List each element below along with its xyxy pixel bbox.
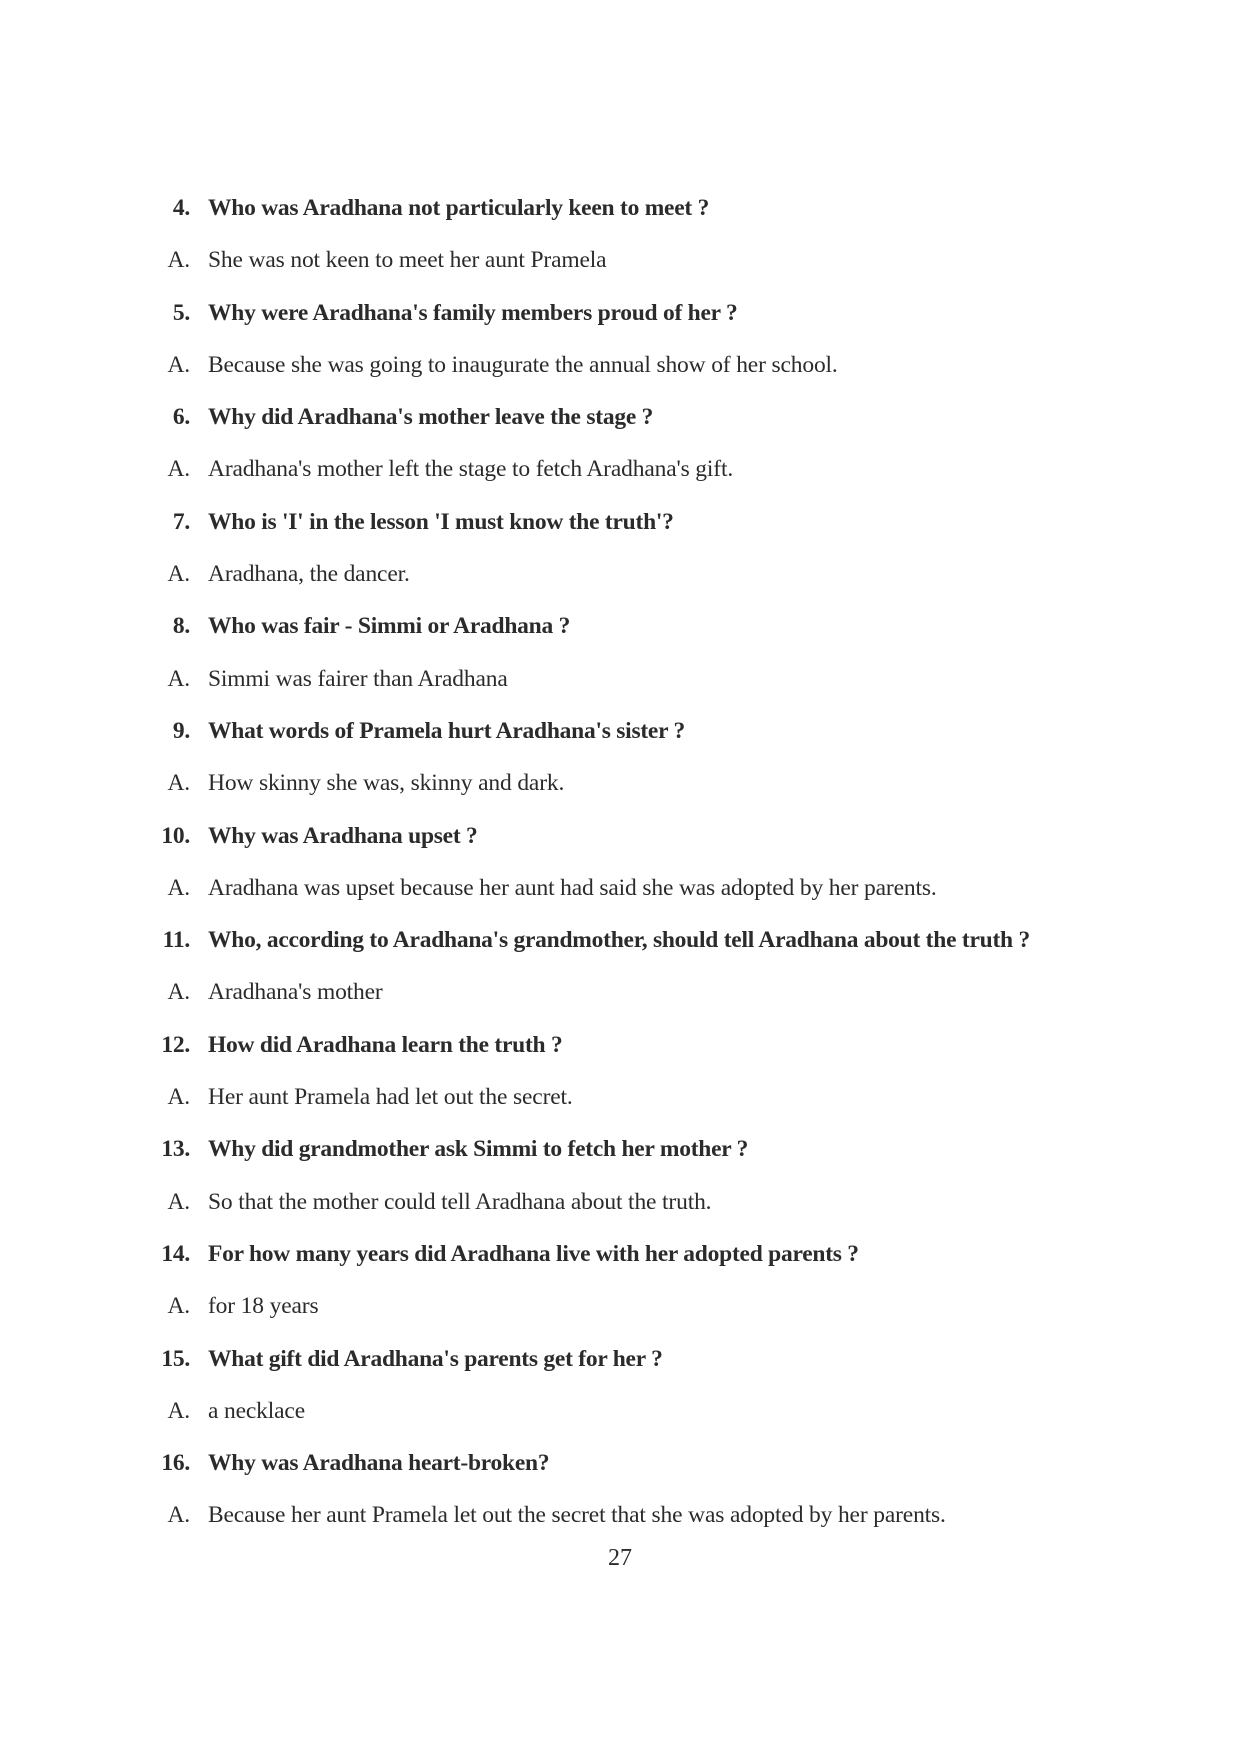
answer-text: Because her aunt Pramela let out the secret that she was adopted by her parents. (208, 1502, 946, 1529)
answer-row (150, 862, 1150, 914)
answer-row (150, 1280, 1150, 1332)
question-number: 6. (172, 404, 190, 431)
question-text: Why was Aradhana upset ? (208, 822, 478, 849)
question-row (150, 1019, 1150, 1071)
question-text: Why were Aradhana's family members proud of her ? (208, 299, 738, 326)
question-row (150, 287, 1150, 339)
question-row (150, 391, 1150, 443)
answer-row (150, 757, 1150, 809)
answer-text: for 18 years (208, 1293, 319, 1320)
answer-label: A. (167, 665, 190, 692)
answer-label: A. (167, 1502, 190, 1529)
question-row (150, 1228, 1150, 1280)
question-text: What words of Pramela hurt Aradhana's sister ? (208, 717, 685, 744)
answer-row (150, 1071, 1150, 1123)
answer-label: A. (167, 1084, 190, 1111)
question-number: 11. (162, 927, 190, 954)
answer-label: A. (167, 979, 190, 1006)
answer-row (150, 1176, 1150, 1228)
question-row (150, 810, 1150, 862)
question-answer-list (150, 182, 1150, 1542)
question-row (150, 182, 1150, 234)
answer-text: Her aunt Pramela had let out the secret. (208, 1084, 573, 1111)
question-row (150, 496, 1150, 548)
question-number: 10. (161, 822, 190, 849)
answer-row (150, 966, 1150, 1018)
question-text: How did Aradhana learn the truth ? (208, 1031, 563, 1058)
answer-row (150, 1385, 1150, 1437)
question-text: Who is 'I' in the lesson 'I must know the truth'? (208, 508, 674, 535)
answer-label: A. (167, 1397, 190, 1424)
question-number: 15. (161, 1345, 190, 1372)
answer-text: Simmi was fairer than Aradhana (208, 665, 508, 692)
answer-label: A. (167, 247, 190, 274)
question-text: What gift did Aradhana's parents get for her ? (208, 1345, 663, 1372)
question-number: 16. (161, 1450, 190, 1477)
question-text: Why did Aradhana's mother leave the stage ? (208, 404, 654, 431)
question-number: 4. (172, 195, 190, 221)
question-text: Why did grandmother ask Simmi to fetch her mother ? (208, 1136, 749, 1163)
answer-text: Aradhana's mother (208, 979, 383, 1006)
answer-text: How skinny she was, skinny and dark. (208, 770, 565, 797)
question-text: Who was Aradhana not particularly keen to meet ? (208, 195, 710, 221)
answer-label: A. (167, 351, 190, 378)
question-row (150, 1123, 1150, 1175)
answer-text: She was not keen to meet her aunt Pramela (208, 247, 607, 274)
question-text: Who, according to Aradhana's grandmother, should tell Aradhana about the truth ? (208, 927, 1030, 954)
question-number: 12. (161, 1031, 190, 1058)
answer-text: Aradhana was upset because her aunt had said she was adopted by her parents. (208, 874, 937, 901)
question-number: 9. (172, 717, 190, 744)
answer-row (150, 548, 1150, 600)
question-number: 8. (172, 613, 190, 640)
question-text: For how many years did Aradhana live with her adopted parents ? (208, 1240, 859, 1267)
answer-text: So that the mother could tell Aradhana about the truth. (208, 1188, 712, 1215)
answer-text: a necklace (208, 1397, 305, 1424)
question-row (150, 1437, 1150, 1489)
answer-label: A. (167, 1293, 190, 1320)
question-row (150, 914, 1150, 966)
question-number: 5. (172, 299, 190, 326)
answer-row (150, 339, 1150, 391)
answer-text: Aradhana's mother left the stage to fetch Aradhana's gift. (208, 456, 734, 483)
answer-text: Aradhana, the dancer. (208, 561, 410, 588)
page-number: 27 (608, 1545, 632, 1571)
question-row (150, 705, 1150, 757)
answer-row (150, 234, 1150, 286)
question-row (150, 600, 1150, 652)
answer-row (150, 443, 1150, 495)
answer-row (150, 1489, 1150, 1541)
answer-label: A. (167, 456, 190, 483)
question-text: Who was fair - Simmi or Aradhana ? (208, 613, 571, 640)
answer-label: A. (167, 770, 190, 797)
answer-text: Because she was going to inaugurate the annual show of her school. (208, 351, 838, 378)
question-number: 14. (161, 1240, 190, 1267)
question-text: Why was Aradhana heart-broken? (208, 1450, 550, 1477)
answer-label: A. (167, 561, 190, 588)
question-number: 13. (161, 1136, 190, 1163)
answer-label: A. (167, 1188, 190, 1215)
answer-label: A. (167, 874, 190, 901)
question-row (150, 1333, 1150, 1385)
answer-row (150, 653, 1150, 705)
question-number: 7. (172, 508, 190, 535)
